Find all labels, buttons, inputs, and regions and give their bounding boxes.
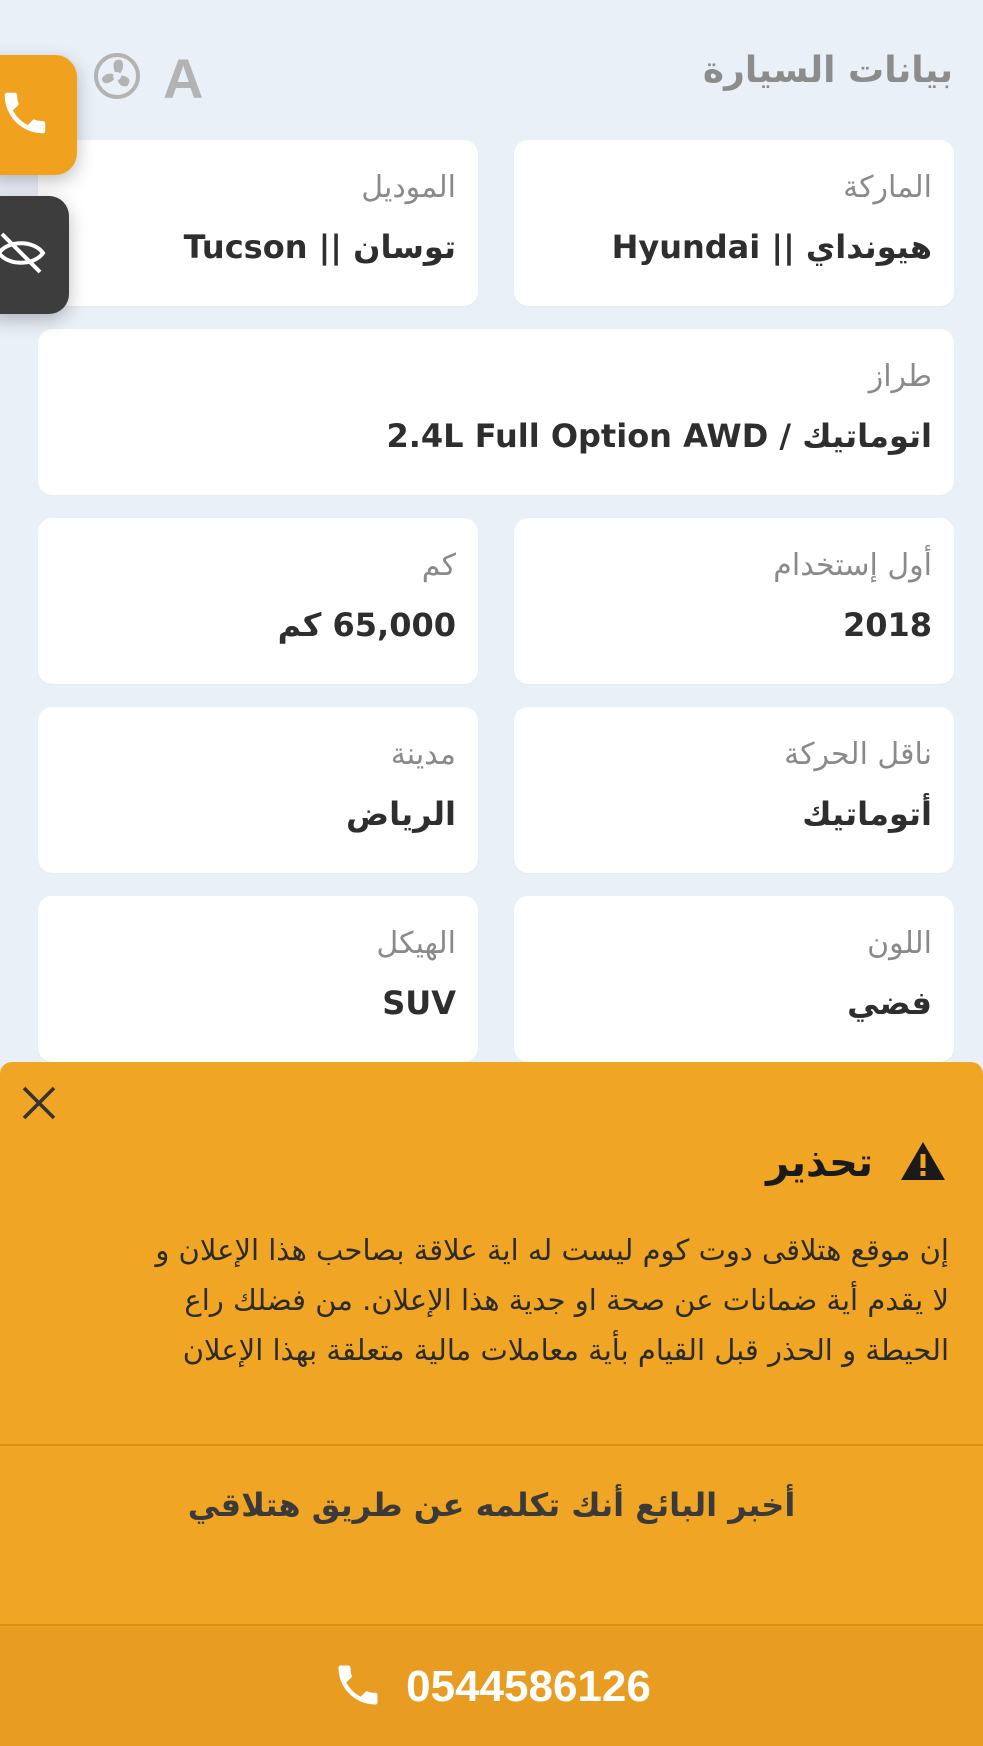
spec-label: أول إستخدام	[773, 548, 932, 583]
spec-card-color	[514, 896, 954, 1062]
spec-value: 65,000 كم	[277, 606, 456, 644]
warning-triangle-icon	[899, 1140, 947, 1186]
spec-card-brand	[514, 140, 954, 306]
spec-card-model	[38, 140, 478, 306]
eye-off-icon	[0, 228, 46, 282]
phone-icon	[332, 1659, 384, 1715]
floating-hide-button[interactable]	[0, 196, 69, 314]
warning-body: إن موقع هتلاقى دوت كوم ليست له اية علاقة بصاحب هذا الإعلان و لا يقدم أية ضمانات عن صحة او جدية هذا الإعلان. من فضلك راع الحيطة و الحذر قبل القيام بأية معاملات مالية متعلقة بهذا الإعلان	[155, 1233, 949, 1367]
spec-value: 2018	[842, 606, 932, 644]
close-icon[interactable]	[18, 1082, 60, 1124]
spec-label: اللون	[867, 926, 932, 961]
floating-call-button[interactable]	[0, 55, 77, 175]
spec-value: الرياض	[346, 795, 456, 833]
spec-value: توسان || Tucson	[183, 228, 456, 266]
spec-value: هيونداي || Hyundai	[611, 228, 932, 266]
spec-value: أتوماتيك	[802, 795, 932, 833]
spec-label: الماركة	[843, 170, 932, 205]
warning-title: تحذير	[766, 1140, 873, 1186]
spec-card-transmission	[514, 707, 954, 873]
warning-header	[766, 1140, 947, 1186]
phone-icon	[0, 86, 52, 144]
spec-card-trim	[38, 329, 954, 495]
spec-card-first-use	[514, 518, 954, 684]
spec-label: كم	[421, 548, 456, 583]
spec-card-mileage	[38, 518, 478, 684]
spec-value: SUV	[382, 984, 456, 1022]
call-seller-button[interactable]	[0, 1627, 983, 1746]
spec-label: طراز	[868, 359, 932, 394]
spec-value: اتوماتيك / 2.4L Full Option AWD	[386, 417, 932, 455]
tell-seller-text: أخبر البائع أنك تكلمه عن طريق هتلاقي	[187, 1486, 796, 1524]
grade-a-icon: A	[163, 46, 204, 110]
section-header	[0, 40, 983, 120]
fan-icon	[93, 52, 141, 104]
section-title: بيانات السيارة	[702, 50, 953, 91]
spec-label: الهيكل	[376, 926, 456, 961]
spec-card-city	[38, 707, 478, 873]
spec-value: فضي	[847, 984, 932, 1022]
spec-card-body	[38, 896, 478, 1062]
spec-label: الموديل	[361, 170, 456, 205]
phone-number: 0544586126	[406, 1661, 651, 1711]
spec-label: مدينة	[390, 737, 456, 772]
divider	[0, 1624, 983, 1626]
spec-label: ناقل الحركة	[784, 737, 932, 772]
